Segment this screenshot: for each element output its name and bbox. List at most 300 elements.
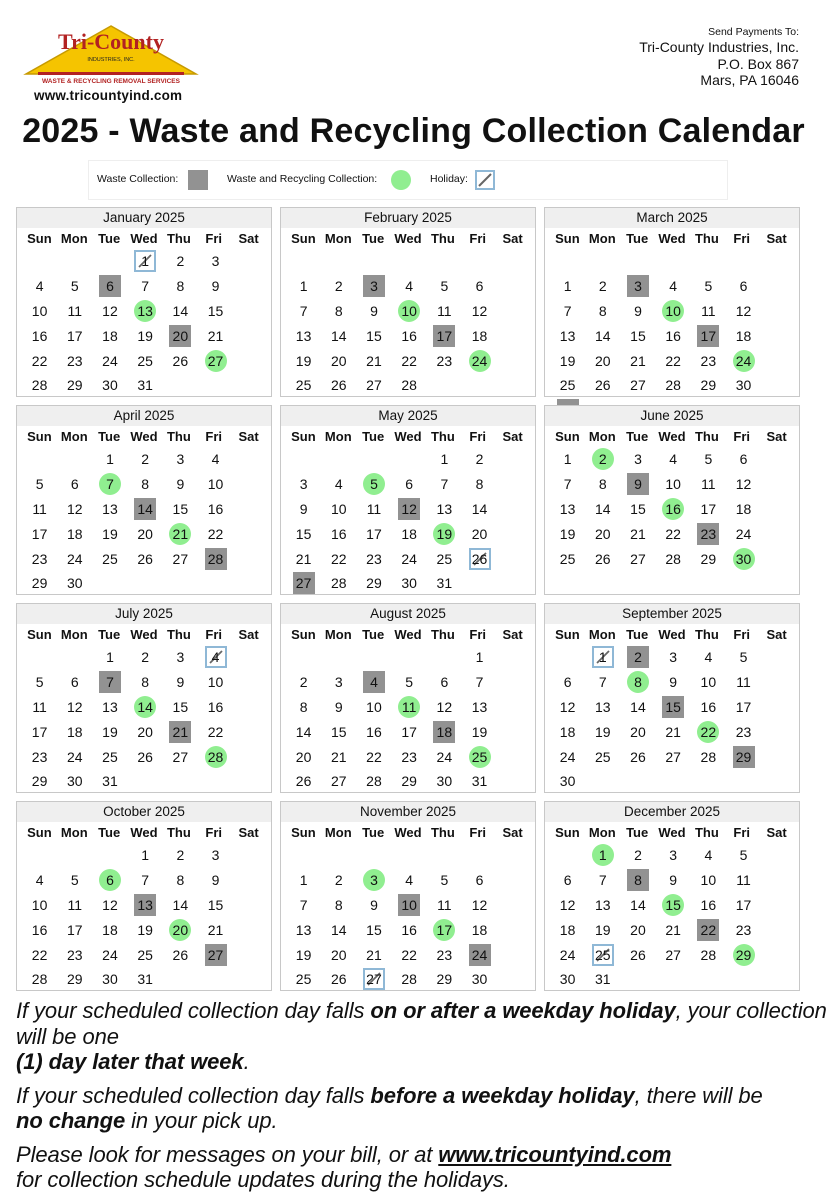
- recycling-collection-day: 24: [469, 350, 491, 372]
- day-number: 6: [70, 476, 79, 493]
- day-cell: [92, 719, 127, 744]
- waste-collection-day: 22: [697, 919, 719, 941]
- day-number: 2: [141, 649, 150, 666]
- day-number: 8: [598, 302, 607, 319]
- waste-collection-day: 24: [469, 944, 491, 966]
- day-number: 19: [137, 921, 153, 938]
- day-number: 4: [211, 451, 220, 468]
- weekday-name: Tue: [362, 231, 385, 246]
- day-cell: [92, 769, 127, 794]
- day-number: 22: [401, 946, 417, 963]
- day-cell: [57, 917, 92, 942]
- weekday-header: [17, 822, 271, 842]
- day-cell: [163, 670, 198, 695]
- day-cell: [462, 497, 497, 522]
- day-cell: [286, 472, 321, 497]
- empty-cell: [321, 645, 356, 670]
- empty-cell: [356, 645, 391, 670]
- day-cell: [163, 695, 198, 720]
- holiday-day: 1: [592, 646, 614, 668]
- day-cell: [92, 274, 127, 299]
- day-cell: [92, 670, 127, 695]
- waste-collection-day: 20: [169, 325, 191, 347]
- day-cell: [356, 695, 391, 720]
- day-number: 1: [475, 649, 484, 666]
- day-cell: [286, 373, 321, 398]
- day-number: 18: [66, 525, 83, 542]
- recycling-collection-day: 29: [733, 944, 755, 966]
- day-cell: [726, 843, 761, 868]
- month-title: January 2025: [17, 208, 271, 228]
- day-number: 4: [334, 476, 343, 493]
- empty-cell: [392, 843, 427, 868]
- day-number: 14: [594, 500, 611, 517]
- day-cell: [550, 719, 585, 744]
- day-cell: [321, 373, 356, 398]
- day-number: 13: [436, 500, 453, 517]
- empty-cell: [620, 249, 655, 274]
- day-cell: [726, 917, 761, 942]
- day-number: 20: [330, 352, 347, 369]
- day-number: 12: [471, 896, 488, 913]
- day-cell: [128, 670, 163, 695]
- day-cell: [392, 472, 427, 497]
- weekday-name: Thu: [694, 429, 719, 444]
- recycling-collection-day: 11: [398, 696, 420, 718]
- day-cell: [198, 447, 233, 472]
- day-number: 20: [594, 525, 611, 542]
- day-number: 12: [735, 302, 752, 319]
- day-cell: [286, 299, 321, 324]
- day-number: 20: [330, 946, 347, 963]
- day-cell: [585, 373, 620, 398]
- empty-cell: [22, 447, 57, 472]
- day-cell: [22, 744, 57, 769]
- weekday-name: Mon: [60, 627, 88, 642]
- day-number: 18: [559, 921, 576, 938]
- day-cell: [462, 323, 497, 348]
- day-cell: [462, 893, 497, 918]
- day-number: 26: [630, 748, 646, 765]
- day-cell: [427, 323, 462, 348]
- day-number: 12: [559, 698, 576, 715]
- weekday-name: Wed: [394, 231, 422, 246]
- day-cell: [92, 521, 127, 546]
- empty-cell: [550, 843, 585, 868]
- day-number: 4: [405, 278, 414, 295]
- weekday-name: Sun: [291, 231, 316, 246]
- day-cell: [427, 571, 462, 596]
- day-number: 29: [401, 773, 417, 790]
- weekday-name: Fri: [469, 627, 487, 642]
- day-cell: [198, 695, 233, 720]
- day-number: 7: [440, 476, 449, 493]
- day-number: 11: [32, 698, 47, 715]
- legend-holiday-swatch: [475, 170, 495, 190]
- day-cell: [392, 373, 427, 398]
- day-cell: [57, 571, 92, 596]
- day-cell: [726, 323, 761, 348]
- day-number: 14: [295, 723, 312, 740]
- waste-collection-day: 15: [662, 696, 684, 718]
- weekday-header: [17, 426, 271, 446]
- day-number: 27: [172, 748, 189, 765]
- day-cell: [585, 472, 620, 497]
- day-number: 11: [736, 674, 751, 691]
- day-number: 9: [176, 476, 185, 493]
- day-number: 31: [137, 377, 153, 394]
- day-cell: [462, 274, 497, 299]
- day-cell: [691, 299, 726, 324]
- day-cell: [163, 521, 198, 546]
- day-number: 17: [366, 525, 382, 542]
- day-number: 21: [366, 946, 382, 963]
- day-cell: [427, 447, 462, 472]
- empty-cell: [427, 843, 462, 868]
- day-cell: [198, 546, 233, 571]
- recycling-collection-day: 7: [99, 473, 121, 495]
- day-cell: [321, 546, 356, 571]
- day-number: 18: [735, 500, 752, 517]
- empty-cell: [726, 249, 761, 274]
- day-number: 23: [700, 352, 717, 369]
- day-cell: [286, 274, 321, 299]
- day-cell: [462, 917, 497, 942]
- day-cell: [198, 868, 233, 893]
- recycling-collection-day: 2: [592, 448, 614, 470]
- day-number: 5: [440, 278, 449, 295]
- day-number: 4: [35, 278, 44, 295]
- day-number: 30: [102, 377, 118, 394]
- day-number: 8: [334, 302, 343, 319]
- day-cell: [392, 695, 427, 720]
- day-number: 6: [70, 674, 79, 691]
- waste-collection-day: 14: [134, 498, 156, 520]
- day-number: 18: [471, 327, 488, 344]
- payment-address: [639, 26, 799, 89]
- day-cell: [128, 868, 163, 893]
- day-cell: [356, 917, 391, 942]
- day-number: 5: [35, 476, 44, 493]
- day-cell: [726, 744, 761, 769]
- day-cell: [163, 546, 198, 571]
- day-number: 19: [102, 525, 118, 542]
- day-cell: [286, 521, 321, 546]
- day-number: 9: [634, 302, 642, 319]
- day-cell: [92, 868, 127, 893]
- empty-cell: [356, 249, 391, 274]
- weekday-name: Sat: [502, 429, 523, 444]
- weekday-name: Thu: [166, 231, 191, 246]
- day-number: 16: [207, 698, 224, 715]
- day-cell: [462, 769, 497, 794]
- day-number: 30: [102, 971, 118, 988]
- day-number: 29: [700, 550, 717, 567]
- weekday-header: [281, 228, 535, 248]
- day-number: 27: [665, 946, 681, 963]
- day-number: 14: [594, 327, 611, 344]
- day-cell: [620, 893, 655, 918]
- website-link[interactable]: www.tricountyind.com: [438, 1141, 672, 1167]
- day-cell: [427, 967, 462, 992]
- day-cell: [691, 695, 726, 720]
- month-calendar: [544, 603, 800, 793]
- day-cell: [585, 670, 620, 695]
- waste-collection-day: 18: [433, 721, 455, 743]
- day-number: 19: [594, 723, 611, 740]
- day-number: 11: [736, 872, 751, 889]
- day-cell: [22, 299, 57, 324]
- waste-collection-day: 17: [697, 325, 719, 347]
- day-cell: [462, 942, 497, 967]
- day-cell: [620, 373, 655, 398]
- day-number: 4: [35, 872, 44, 889]
- day-cell: [321, 942, 356, 967]
- day-number: 10: [207, 674, 224, 691]
- day-grid: [281, 446, 535, 596]
- day-cell: [550, 472, 585, 497]
- recycling-collection-day: 6: [99, 869, 121, 891]
- day-cell: [585, 719, 620, 744]
- day-cell: [691, 868, 726, 893]
- day-number: 16: [31, 921, 48, 938]
- day-cell: [57, 893, 92, 918]
- day-number: 23: [401, 748, 417, 765]
- day-cell: [128, 299, 163, 324]
- day-cell: [163, 447, 198, 472]
- day-number: 25: [594, 748, 611, 765]
- day-cell: [356, 670, 391, 695]
- day-cell: [691, 472, 726, 497]
- day-cell: [286, 769, 321, 794]
- day-number: 26: [137, 550, 153, 567]
- day-cell: [198, 299, 233, 324]
- day-number: 25: [137, 352, 153, 369]
- day-cell: [726, 868, 761, 893]
- day-number: 14: [172, 302, 189, 319]
- day-cell: [92, 893, 127, 918]
- waste-collection-day: 7: [99, 671, 121, 693]
- day-number: 15: [366, 921, 382, 938]
- day-cell: [57, 942, 92, 967]
- day-number: 3: [211, 253, 220, 270]
- day-cell: [691, 893, 726, 918]
- recycling-collection-day: 27: [205, 350, 227, 372]
- day-number: 12: [66, 500, 83, 517]
- month-calendar: [280, 405, 536, 595]
- weekday-name: Tue: [626, 231, 649, 246]
- day-number: 17: [66, 921, 83, 938]
- weekday-name: Wed: [130, 627, 158, 642]
- day-cell: [356, 967, 391, 992]
- payment-line1: Tri-County Industries, Inc.: [639, 39, 799, 55]
- day-cell: [550, 521, 585, 546]
- day-cell: [57, 299, 92, 324]
- day-number: 7: [563, 302, 572, 319]
- day-number: 9: [211, 872, 220, 889]
- day-number: 21: [665, 921, 681, 938]
- day-cell: [691, 670, 726, 695]
- weekday-name: Wed: [394, 825, 422, 840]
- day-number: 24: [66, 550, 83, 567]
- waste-collection-day: 17: [433, 325, 455, 347]
- day-cell: [128, 917, 163, 942]
- day-number: 7: [141, 278, 150, 295]
- day-cell: [163, 744, 198, 769]
- day-cell: [321, 719, 356, 744]
- day-number: 16: [366, 723, 382, 740]
- day-cell: [22, 967, 57, 992]
- day-cell: [656, 521, 691, 546]
- empty-cell: [427, 249, 462, 274]
- day-number: 13: [559, 500, 576, 517]
- day-cell: [286, 868, 321, 893]
- day-cell: [22, 373, 57, 398]
- weekday-name: Tue: [626, 825, 649, 840]
- day-number: 6: [739, 451, 748, 468]
- day-number: 16: [207, 500, 224, 517]
- waste-collection-day: 10: [398, 894, 420, 916]
- day-number: 26: [594, 550, 611, 567]
- day-number: 7: [598, 872, 607, 889]
- day-number: 13: [559, 327, 576, 344]
- day-cell: [92, 299, 127, 324]
- day-cell: [198, 521, 233, 546]
- waste-collection-day: 13: [134, 894, 156, 916]
- day-cell: [550, 373, 585, 398]
- month-title: May 2025: [281, 406, 535, 426]
- day-cell: [656, 843, 691, 868]
- weekday-name: Sun: [291, 429, 316, 444]
- month-title: September 2025: [545, 604, 799, 624]
- day-cell: [22, 546, 57, 571]
- day-cell: [286, 348, 321, 373]
- day-cell: [550, 670, 585, 695]
- day-number: 16: [700, 698, 717, 715]
- waste-collection-day: 29: [733, 746, 755, 768]
- day-number: 5: [70, 872, 79, 889]
- weekday-name: Fri: [733, 627, 751, 642]
- day-cell: [286, 571, 321, 596]
- weekday-name: Tue: [98, 429, 121, 444]
- day-cell: [392, 868, 427, 893]
- day-cell: [656, 274, 691, 299]
- month-calendar: [544, 801, 800, 991]
- day-cell: [163, 719, 198, 744]
- day-number: 20: [137, 525, 153, 542]
- weekday-name: Thu: [430, 231, 455, 246]
- day-number: 6: [440, 674, 449, 691]
- day-number: 3: [211, 847, 220, 864]
- day-cell: [691, 744, 726, 769]
- day-number: 31: [471, 773, 488, 790]
- waste-collection-day: 21: [169, 721, 191, 743]
- day-cell: [656, 323, 691, 348]
- day-cell: [585, 868, 620, 893]
- day-number: 30: [559, 971, 576, 988]
- day-cell: [427, 744, 462, 769]
- day-number: 5: [739, 649, 748, 666]
- day-grid: [17, 248, 271, 398]
- day-cell: [198, 843, 233, 868]
- day-number: 20: [630, 723, 646, 740]
- day-number: 11: [32, 500, 47, 517]
- day-cell: [356, 472, 391, 497]
- day-cell: [550, 323, 585, 348]
- day-number: 12: [102, 896, 118, 913]
- month-calendar: [16, 603, 272, 793]
- day-cell: [620, 299, 655, 324]
- weekday-name: Sat: [238, 825, 259, 840]
- day-number: 16: [31, 327, 48, 344]
- month-title: July 2025: [17, 604, 271, 624]
- recycling-collection-day: 17: [433, 919, 455, 941]
- empty-cell: [585, 249, 620, 274]
- day-number: 19: [295, 352, 312, 369]
- day-number: 8: [176, 872, 185, 889]
- day-cell: [427, 893, 462, 918]
- day-cell: [321, 348, 356, 373]
- day-cell: [286, 893, 321, 918]
- waste-collection-day: 27: [293, 572, 315, 594]
- day-number: 5: [440, 872, 449, 889]
- day-cell: [392, 546, 427, 571]
- weekday-name: Tue: [626, 429, 649, 444]
- day-number: 23: [31, 550, 48, 567]
- day-cell: [691, 917, 726, 942]
- day-number: 26: [594, 377, 611, 394]
- day-cell: [726, 472, 761, 497]
- day-number: 5: [405, 674, 414, 691]
- day-cell: [22, 868, 57, 893]
- day-number: 21: [366, 352, 382, 369]
- day-number: 26: [330, 971, 347, 988]
- day-number: 5: [739, 847, 748, 864]
- day-cell: [57, 967, 92, 992]
- holiday-day: 4: [205, 646, 227, 668]
- day-cell: [392, 719, 427, 744]
- weekday-name: Fri: [469, 231, 487, 246]
- day-cell: [163, 348, 198, 373]
- day-cell: [286, 967, 321, 992]
- weekday-name: Thu: [694, 627, 719, 642]
- day-number: 21: [207, 327, 224, 344]
- day-cell: [585, 917, 620, 942]
- day-number: 24: [735, 525, 752, 542]
- day-number: 1: [299, 872, 308, 889]
- day-cell: [691, 373, 726, 398]
- day-number: 21: [665, 723, 681, 740]
- day-number: 15: [295, 525, 312, 542]
- day-cell: [620, 942, 655, 967]
- day-number: 16: [401, 921, 417, 938]
- day-cell: [392, 497, 427, 522]
- day-number: 2: [475, 451, 484, 468]
- day-number: 4: [669, 278, 678, 295]
- day-cell: [550, 893, 585, 918]
- day-number: 24: [102, 946, 118, 963]
- day-cell: [620, 744, 655, 769]
- day-number: 22: [31, 352, 48, 369]
- day-cell: [427, 695, 462, 720]
- day-number: 27: [665, 748, 681, 765]
- day-cell: [550, 497, 585, 522]
- day-number: 1: [106, 649, 114, 666]
- weekday-name: Mon: [588, 825, 616, 840]
- logo-subtitle: INDUSTRIES, INC.: [87, 57, 135, 63]
- day-cell: [392, 942, 427, 967]
- day-number: 25: [436, 550, 453, 567]
